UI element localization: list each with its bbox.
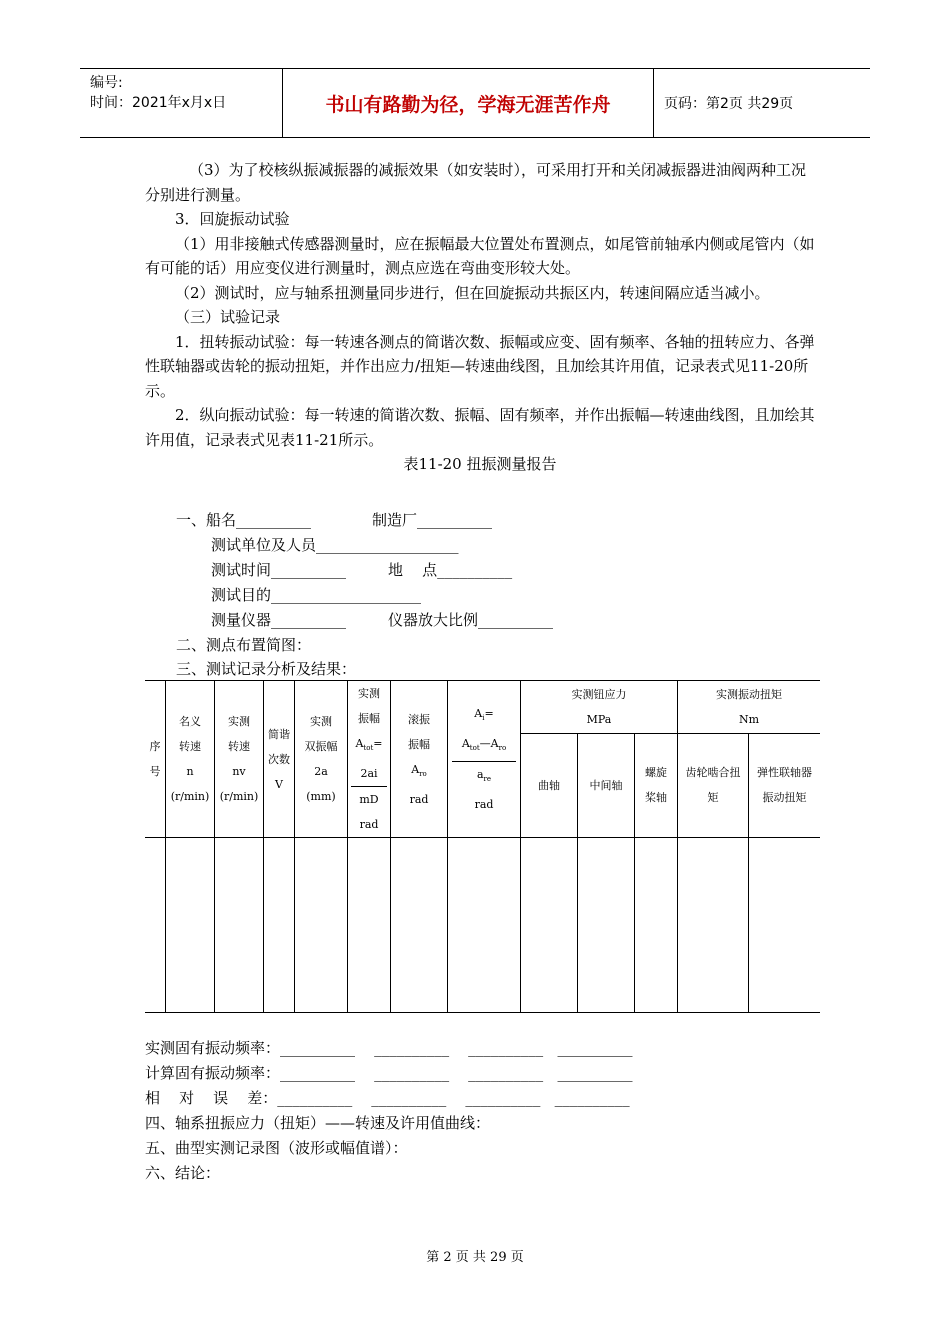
col-measured-amplitude: 实测 振幅 $A_{tot}=$ 2ai mD rad	[348, 681, 391, 838]
col-harmonic-order: 简谐 次数 V	[264, 681, 295, 838]
form-instrument: 测量仪器__________	[211, 611, 347, 629]
col-crankshaft: 曲轴	[521, 733, 578, 837]
header-meta	[90, 73, 280, 113]
col-gear-torque: 齿轮啮合扭 矩	[678, 733, 749, 837]
table-row	[145, 838, 820, 1013]
form-manufacturer: 制造厂__________	[372, 511, 493, 529]
calculated-frequency-line: 计算固有振动频率：__________ __________ __________ __________	[145, 1064, 633, 1082]
col-ai: $A_i=$ $A_{tot}—A_{ro}$ $a_{re}$ rad	[448, 681, 521, 838]
form-layout-heading: 二、测点布置简图：	[176, 636, 312, 654]
col-nominal-speed: 名义 转速 n (r/min)	[166, 681, 215, 838]
form-ship-name: 一、船名__________	[176, 511, 312, 529]
col-seq: 序 号	[145, 681, 166, 838]
doc-number-label: 编号:	[90, 75, 123, 91]
paragraph: （2）测试时，应与轴系扭测量同步进行，但在回旋振动共振区内，转速间隔应适当减小。	[175, 283, 770, 302]
doc-time-label: 时间：2021年x月x日	[90, 95, 227, 111]
section-six: 六、结论：	[145, 1164, 221, 1182]
form-ratio: 仪器放大比例__________	[388, 611, 554, 629]
paragraph: （3）为了校核纵振减振器的减振效果（如安装时），可采用打开和关闭减振器进油阀两种工况分别进行测量。	[145, 161, 807, 204]
group-measured-torque: 实测振动扭矩 Nm	[678, 681, 821, 734]
col-propeller-shaft: 螺旋 桨轴	[635, 733, 678, 837]
paragraph: （1）用非接触式传感器测量时，应在振幅最大位置处布置测点，如尾管前轴承内侧或尾管内（如有可能的话）用应变仪进行测量时，测点应选在弯曲变形较大处。	[145, 234, 815, 277]
header-page-info: 页码：第2页 共29页	[664, 96, 794, 112]
col-coupling-torque: 弹性联轴器 振动扭矩	[749, 733, 821, 837]
col-intermediate-shaft: 中间轴	[578, 733, 635, 837]
section-heading: （三）试验记录	[175, 308, 281, 326]
form-test-purpose: 测试目的____________________	[211, 586, 422, 604]
col-double-amplitude: 实测 双振幅 2a (mm)	[295, 681, 348, 838]
paragraph: 1．扭转振动试验：每一转速各测点的简谐次数、振幅或应变、固有频率、各轴的扭转应力、各弹性联轴器或齿轮的振动扭矩，并作出应力/扭矩—转速曲线图，且加绘其许用值，记录表式见11-20所示。	[145, 332, 815, 400]
paragraph: 2．纵向振动试验：每一转速的简谐次数、振幅、固有频率，并作出振幅—转速曲线图，且加绘其许用值，记录表式见表11-21所示。	[145, 406, 815, 449]
page-footer: 第 2 页 共 29 页	[426, 1250, 524, 1265]
header-motto: 书山有路勤为径，学海无涯苦作舟	[282, 69, 654, 137]
torsion-report-table	[145, 680, 820, 1013]
section-four: 四、轴系扭振应力（扭矩）——转速及许用值曲线：	[145, 1114, 491, 1132]
form-analysis-heading: 三、测试记录分析及结果：	[176, 660, 357, 678]
col-roll-amplitude: 滚振 振幅 $A_{ro}$ rad	[391, 681, 448, 838]
paragraph: 3．回旋振动试验	[175, 210, 290, 228]
measured-frequency-line: 实测固有振动频率：__________ __________ __________ __________	[145, 1039, 633, 1057]
page-header	[80, 68, 870, 138]
form-test-unit: 测试单位及人员___________________	[211, 536, 459, 554]
form-test-time: 测试时间__________	[211, 561, 347, 579]
form-test-place: 地 点__________	[388, 561, 513, 579]
table-title: 表11-20 扭振测量报告	[403, 455, 557, 473]
body-paragraphs	[145, 158, 815, 477]
relative-error-line: 相 对 误 差：__________ __________ __________ __________	[145, 1089, 630, 1107]
group-measured-stress: 实测钮应力 MPa	[521, 681, 678, 734]
col-measured-speed: 实测 转速 nv (r/min)	[215, 681, 264, 838]
section-five: 五、曲型实测记录图（波形或幅值谱）：	[145, 1139, 408, 1157]
